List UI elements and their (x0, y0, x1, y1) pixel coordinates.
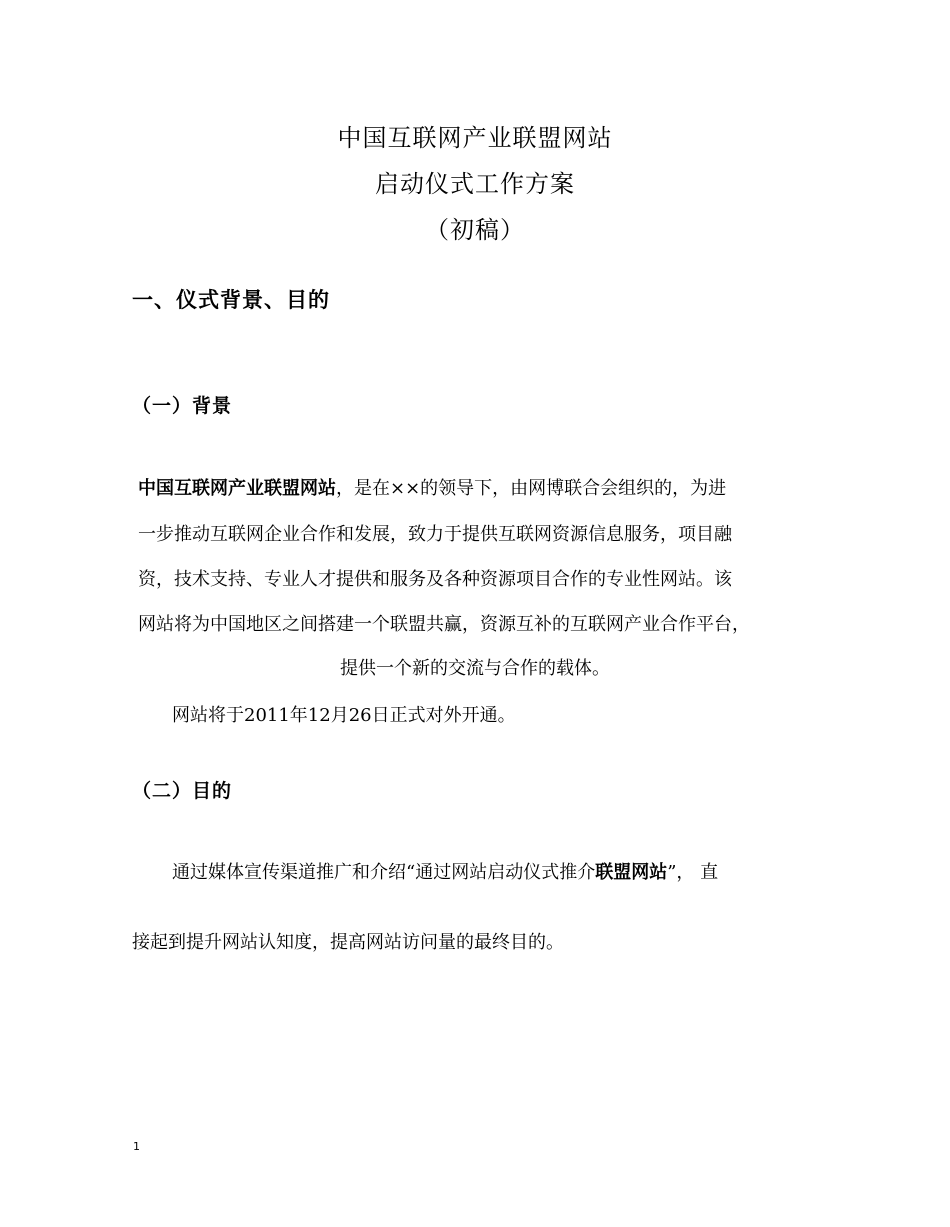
organization-name-bold: 中国互联网产业联盟网站 (138, 478, 336, 499)
subsection-heading-background: （一）背景 (132, 395, 233, 417)
background-paragraph-line-3: 资，技术支持、专业人才提供和服务及各种资源项目合作的专业性网站。该 (138, 569, 732, 590)
background-paragraph-line-4: 网站将为中国地区之间搭建一个联盟共赢，资源互补的互联网产业合作平台， (138, 614, 750, 635)
purpose-paragraph-line-2: 接起到提升网站认知度，提高网站访问量的最终目的。 (132, 932, 564, 953)
page-number: 1 (133, 1140, 140, 1153)
document-title-line-2: 启动仪式工作方案 (375, 170, 575, 198)
background-paragraph-line-5: 提供一个新的交流与合作的载体。 (340, 658, 610, 679)
purpose-paragraph-line-1 (172, 860, 718, 886)
background-paragraph-line-1 (138, 476, 726, 502)
purpose-paragraph-text-part-1: 通过媒体宣传渠道推广和介绍“通过网站启动仪式推介 (172, 862, 596, 883)
document-title-line-1: 中国互联网产业联盟网站 (337, 124, 613, 152)
launch-date-paragraph: 网站将于2011年12月26日正式对外开通。 (172, 705, 516, 726)
document-title-line-3: （初稿） (425, 216, 525, 244)
purpose-paragraph-text-part-2: ”， 直 (667, 862, 719, 883)
background-paragraph-line-1-text: ，是在××的领导下，由网博联合会组织的，为进 (336, 478, 727, 499)
background-paragraph-line-2: 一步推动互联网企业合作和发展，致力于提供互联网资源信息服务，项目融 (138, 524, 732, 545)
alliance-website-bold: 联盟网站 (595, 862, 668, 883)
section-heading-background-purpose: 一、仪式背景、目的 (132, 288, 330, 312)
subsection-heading-purpose: （二）目的 (132, 780, 233, 802)
